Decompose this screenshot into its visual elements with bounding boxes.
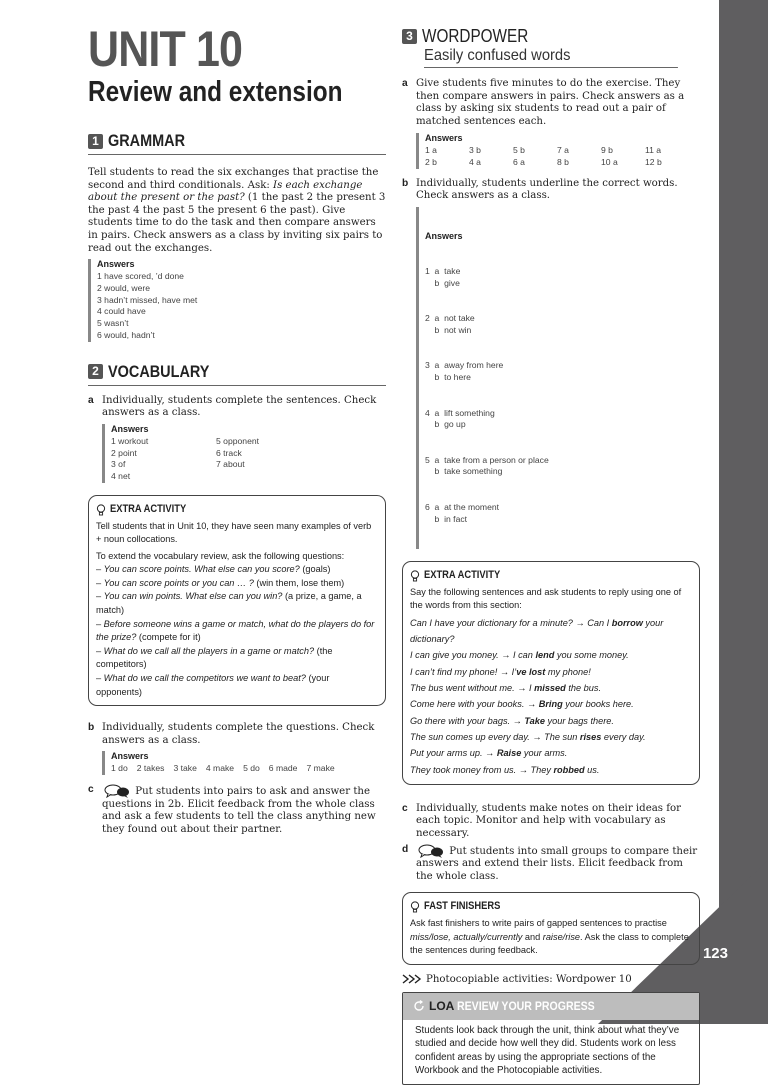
extra-line: Come here with your books. → Bring your books here. [410,699,634,710]
section-number: 1 [88,134,103,149]
wordpower-b-answers: Answers 1 a take b give 2 a not take b not win 3 a away from here b to here 4 a lift something b go up 5 a take from a person or place b take something 6 a at the moment b in fact [416,207,700,549]
review-progress-text: Students look back through the unit, think about what they’ve studied and decide how well they did. Students work on less confident areas by using the appropriate sections of the Workbook and the Photocopiable activities. [415,1024,680,1077]
left-column [88,22,386,836]
grammar-answers: Answers 1 have scored, ’d done 2 would, were 3 hadn’t missed, have met 4 could have 5 wasn’t 6 would, hadn’t [88,259,386,342]
extra-question: – Before someone wins a game or match, what do the players do for the prize? (compete for it) [96,618,375,643]
lightbulb-icon [96,504,106,516]
vocab-extra-activity-box [88,495,386,706]
grammar-heading [88,131,386,155]
section-title: WORDPOWER [422,26,529,46]
grammar-intro: Tell students to read the six exchanges that practise the second and third conditionals. Ask: Is each exchange about the present or the past? (1 the past 2 the present 3 the past 4 the past 5 the present 6 the past). Give students time to do the task and then compare answers in pairs. Check answers as a class by inviting six pairs to read out the exchanges. [88,167,386,254]
vocabulary-heading [88,362,386,386]
speaking-icon [418,844,444,858]
photocopiable-line: Photocopiable activities: Wordpower 10 [402,974,700,985]
refresh-icon [413,1000,425,1012]
extra-question: – What do we call all the players in a game or match? (the competitors) [96,645,333,670]
extra-line: Put your arms up. → Raise your arms. [410,748,568,759]
extra-line: I can’t find my phone! → I’ve lost my phone! [410,666,591,677]
extra-activity-heading: EXTRA ACTIVITY [96,503,377,517]
wordpower-item-c: c Individually, students make notes on their ideas for each topic. Monitor and help with vocabulary as necessary. [402,802,682,839]
extra-line: They took money from us. → They robbed us. [410,764,600,775]
fast-finishers-box [402,892,700,964]
section-subtitle: Easily confused words [424,47,678,68]
extra-question: – What do we call the competitors we want to beat? (your opponents) [96,673,330,697]
section-title: VOCABULARY [108,361,210,381]
extra-intro: To extend the vocabulary review, ask the following questions: [96,550,345,561]
wordpower-heading [402,26,700,47]
wordpower-item-a: a Give students five minutes to do the exercise. They then compare answers in pairs. Check answers as a class by asking six students to read out a pair of matched sentences each. [402,78,685,127]
section-number: 3 [402,29,417,44]
wordpower-a-answers: Answers 1 a 3 b 5 b 7 a 9 b 11 a 2 b 4 a 6 a 8 b 10 a 12 b [416,133,700,168]
fast-finishers-text: Ask fast finishers to write pairs of gapped sentences to practise miss/lose, actually/currently and raise/rise. Ask the class to complete the sentences during feedback. [410,917,689,956]
fast-finishers-heading: FAST FINISHERS [410,900,691,914]
review-progress-header: LOA REVIEW YOUR PROGRESS [403,993,699,1020]
extra-line: The bus went without me. → I missed the bus. [410,683,602,694]
lightbulb-icon [410,570,420,582]
vocab-a-answers: Answers 1 workout 2 point 3 of 4 net 5 opponent 6 track 7 about [102,424,386,483]
extra-intro: Tell students that in Unit 10, they have seen many examples of verb + noun collocations. [96,520,372,545]
speaking-icon [104,784,130,798]
page-number: 123 [702,945,728,962]
unit-subtitle: Review and extension [88,76,343,108]
extra-line: Can I have your dictionary for a minute? → Can I borrow your dictionary? [410,617,664,645]
chevrons-icon [402,974,424,984]
extra-line: Go there with your bags. → Take your bags there. [410,715,614,726]
extra-intro: Say the following sentences and ask students to reply using one of the words from this section: [410,586,682,611]
wordpower-extra-activity-box [402,561,700,785]
section-title: GRAMMAR [108,131,186,150]
section-number: 2 [88,364,103,379]
extra-activity-heading: EXTRA ACTIVITY [410,569,691,583]
extra-line: I can give you money. → I can lend you some money. [410,650,629,661]
vocab-item-c: c Put students into pairs to ask and answer the questions in 2b. Elicit feedback from the whole class and ask a few students to tell the class anything new they found out about their partner. [88,784,376,835]
extra-question: – You can score points. What else can you score? (goals) [96,564,331,575]
extra-line: The sun comes up every day. → The sun rises every day. [410,731,646,742]
extra-question: – You can score points or you can … ? (win them, lose them) [96,577,345,588]
right-column [402,26,700,1085]
vocab-b-answers: Answers 1 do 2 takes 3 take 4 make 5 do 6 made 7 make [102,751,386,775]
vocab-item-a: a Individually, students complete the sentences. Check answers as a class. [88,394,377,419]
lightbulb-icon [410,901,420,913]
wordpower-item-b: b Individually, students underline the correct words. Check answers as a class. [402,177,678,202]
unit-title: UNIT 10 [88,21,243,77]
extra-question: – You can win points. What else can you win? (a prize, a game, a match) [96,591,362,616]
review-progress-box [402,992,700,1085]
vocab-item-b: b Individually, students complete the questions. Check answers as a class. [88,722,375,746]
wordpower-item-d: d Put students into small groups to compare their answers and extend their lists. Elicit feedback from the whole class. [402,843,698,882]
